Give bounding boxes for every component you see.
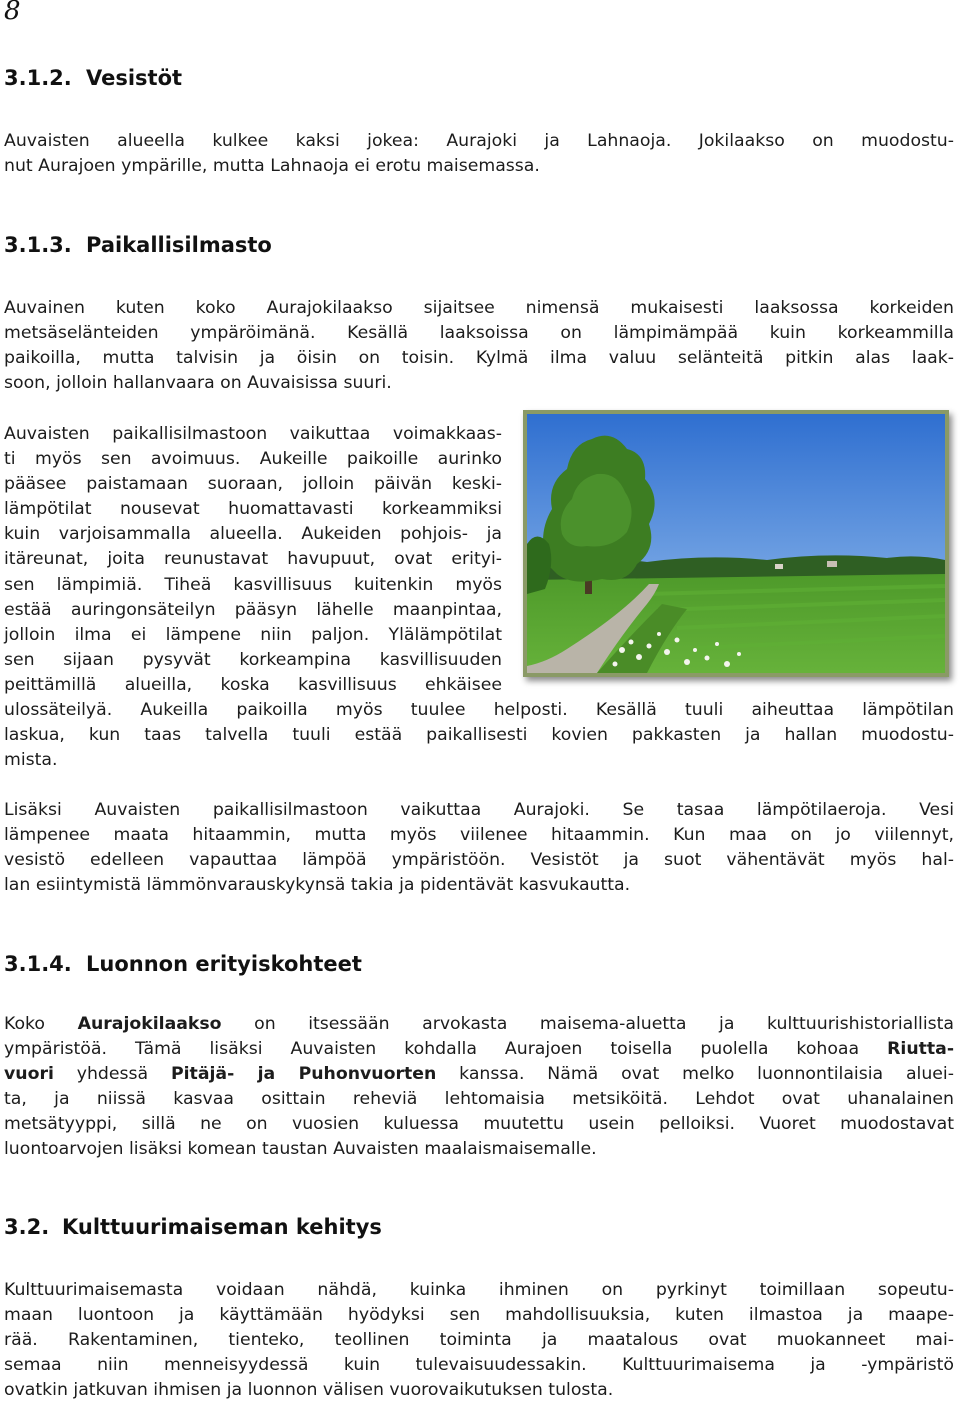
heading-title: Luonnon erityiskohteet [86, 952, 362, 976]
text-fragment: kanssa. Nämä ovat melko luonnontilaisia aluei- [436, 1064, 954, 1085]
text-line: jolloin ilma ei lämpene niin paljon. Ylälämpötilat [4, 624, 502, 645]
place-name: Pitäjä- ja Puhonvuorten [170, 1064, 437, 1085]
text-fragment: on itsessään arvokasta maisema-aluetta ja kulttuurishistoriallista [221, 1014, 954, 1034]
text-line: semaa niin menneisyydessä kuin tulevaisuudessakin. Kulttuurimaisema ja -ympäristö [4, 1355, 954, 1376]
text-fragment: ympäristöä. Tämä lisäksi Auvaisten kohdalla Aurajoen toisella puolella kohoaa [4, 1039, 888, 1060]
text-line: peittämillä alueilla, koska kasvillisuus ehkäisee [4, 674, 502, 695]
text-line: rää. Rakentaminen, tienteko, teollinen toiminta ja maatalous ovat muokanneet mai- [4, 1330, 954, 1351]
text-line: ovatkin jatkuvan ihmisen ja luonnon välisen vuorovaikutuksen tulosta. [4, 1380, 614, 1401]
text-line [4, 1037, 954, 1062]
paragraph-vesistot [4, 129, 954, 179]
text-line: laskua, kun taas talvella tuuli estää paikallisesti kovien pakkasten ja hallan muodostu- [4, 725, 954, 746]
heading-number: 3.1.4. [4, 952, 72, 976]
text-line: lämpötilat nousevat huomattavasti korkeammiksi [4, 499, 502, 520]
text-line: vesistö edelleen vapauttaa lämpöä ympäristöön. Vesistöt ja suot vähentävät myös hal- [4, 850, 954, 871]
paragraph-paikallisilmasto-3 [4, 798, 954, 898]
paragraph-paikallisilmasto-2-narrow [4, 422, 502, 698]
paragraph-luonnon-erityiskohteet [4, 1012, 954, 1163]
place-name: Aurajokilaakso [77, 1014, 222, 1034]
heading-luonnon-erityiskohteet [4, 952, 362, 976]
text-line: sen lämpimiä. Tiheä kasvillisuus kuitenkin myös [4, 574, 502, 595]
heading-number: 3.1.2. [4, 66, 72, 90]
text-line: sen sijaan pysyvät korkeampina kasvillisuuden [4, 649, 502, 670]
text-line: soon, jolloin hallanvaara on Auvaisissa suuri. [4, 373, 392, 394]
text-line: itäreunat, joita reunustavat havupuut, ovat erityi- [4, 549, 502, 570]
text-line: mista. [4, 750, 58, 771]
text-line: ulossäteilyä. Aukeilla paikoilla myös tuulee helposti. Kesällä tuuli aiheuttaa lämpötilan [4, 700, 954, 720]
text-line: Lisäksi Auvaisten paikallisilmastoon vaikuttaa Aurajoki. Se tasaa lämpötilaeroja. Vesi [4, 800, 954, 820]
heading-title: Paikallisilmasto [86, 233, 272, 257]
heading-kulttuurimaiseman-kehitys [4, 1215, 382, 1239]
text-line: nut Aurajoen ympärille, mutta Lahnaoja ei erotu maisemassa. [4, 156, 540, 177]
place-name: vuori [4, 1064, 54, 1085]
text-fragment: yhdessä [53, 1064, 171, 1085]
text-line: Auvainen kuten koko Aurajokilaakso sijaitsee nimensä mukaisesti laaksossa korkeiden [4, 298, 954, 318]
text-line: Auvaisten paikallisilmastoon vaikuttaa voimakkaas- [4, 424, 502, 444]
text-line: paikoilla, mutta talvisin ja öisin on toisin. Kylmä ilma valuu selänteitä pitkin alas laak- [4, 348, 954, 369]
text-line: ti myös sen avoimuus. Aukeille paikoille aurinko [4, 449, 502, 470]
text-line: lan esiintymistä lämmönvarauskykynsä takia ja pidentävät kasvukautta. [4, 875, 631, 896]
text-line: metsätyyppi, sillä ne on vuosien kuluessa muutettu usein pelloiksi. Vuoret muodostavat [4, 1114, 954, 1135]
heading-number: 3.1.3. [4, 233, 72, 257]
text-line: luontoarvojen lisäksi komean taustan Auvaisten maalaismaisemalle. [4, 1139, 597, 1160]
heading-title: Vesistöt [86, 66, 183, 90]
landscape-photo [523, 410, 949, 677]
text-line: maan luontoon ja käyttämään hyödyksi sen mahdollisuuksia, kuten ilmastoa ja maape- [4, 1305, 954, 1326]
text-line: metsäselänteiden ympäröimänä. Kesällä laaksoissa on lämpimämpää kuin korkeammilla [4, 323, 954, 344]
page-number: 8 [4, 0, 21, 26]
landscape-photo-icon [527, 414, 945, 673]
heading-vesistot [4, 66, 182, 90]
text-line [4, 1012, 954, 1037]
text-line: kuin varjoisammalla alueella. Aukeiden pohjois- ja [4, 524, 502, 545]
paragraph-paikallisilmasto-2-wide [4, 698, 954, 773]
text-line: Kulttuurimaisemasta voidaan nähdä, kuinka ihminen on pyrkinyt toimillaan sopeutu- [4, 1280, 954, 1300]
heading-title: Kulttuurimaiseman kehitys [62, 1215, 382, 1239]
text-line: Auvaisten alueella kulkee kaksi jokea: Aurajoki ja Lahnaoja. Jokilaakso on muodostu- [4, 131, 954, 151]
paragraph-paikallisilmasto-1 [4, 296, 954, 396]
text-line: ta, ja niissä kasvaa osittain reheviä lehtomaisia metsiköitä. Lehdot ovat uhanalainen [4, 1089, 954, 1110]
text-line: pääsee paistamaan suoraan, jolloin päivän keski- [4, 474, 502, 495]
heading-paikallisilmasto [4, 233, 272, 257]
text-line [4, 1062, 954, 1087]
heading-number: 3.2. [4, 1215, 50, 1239]
place-name: Riutta- [887, 1039, 954, 1060]
text-fragment: Koko [4, 1014, 78, 1034]
paragraph-kulttuurimaiseman-kehitys [4, 1278, 954, 1403]
text-line: lämpenee maata hitaammin, mutta myös viilenee hitaammin. Kun maa on jo viilennyt, [4, 825, 954, 846]
text-line: estää auringonsäteilyn pääsyn lähelle maanpintaa, [4, 599, 502, 620]
